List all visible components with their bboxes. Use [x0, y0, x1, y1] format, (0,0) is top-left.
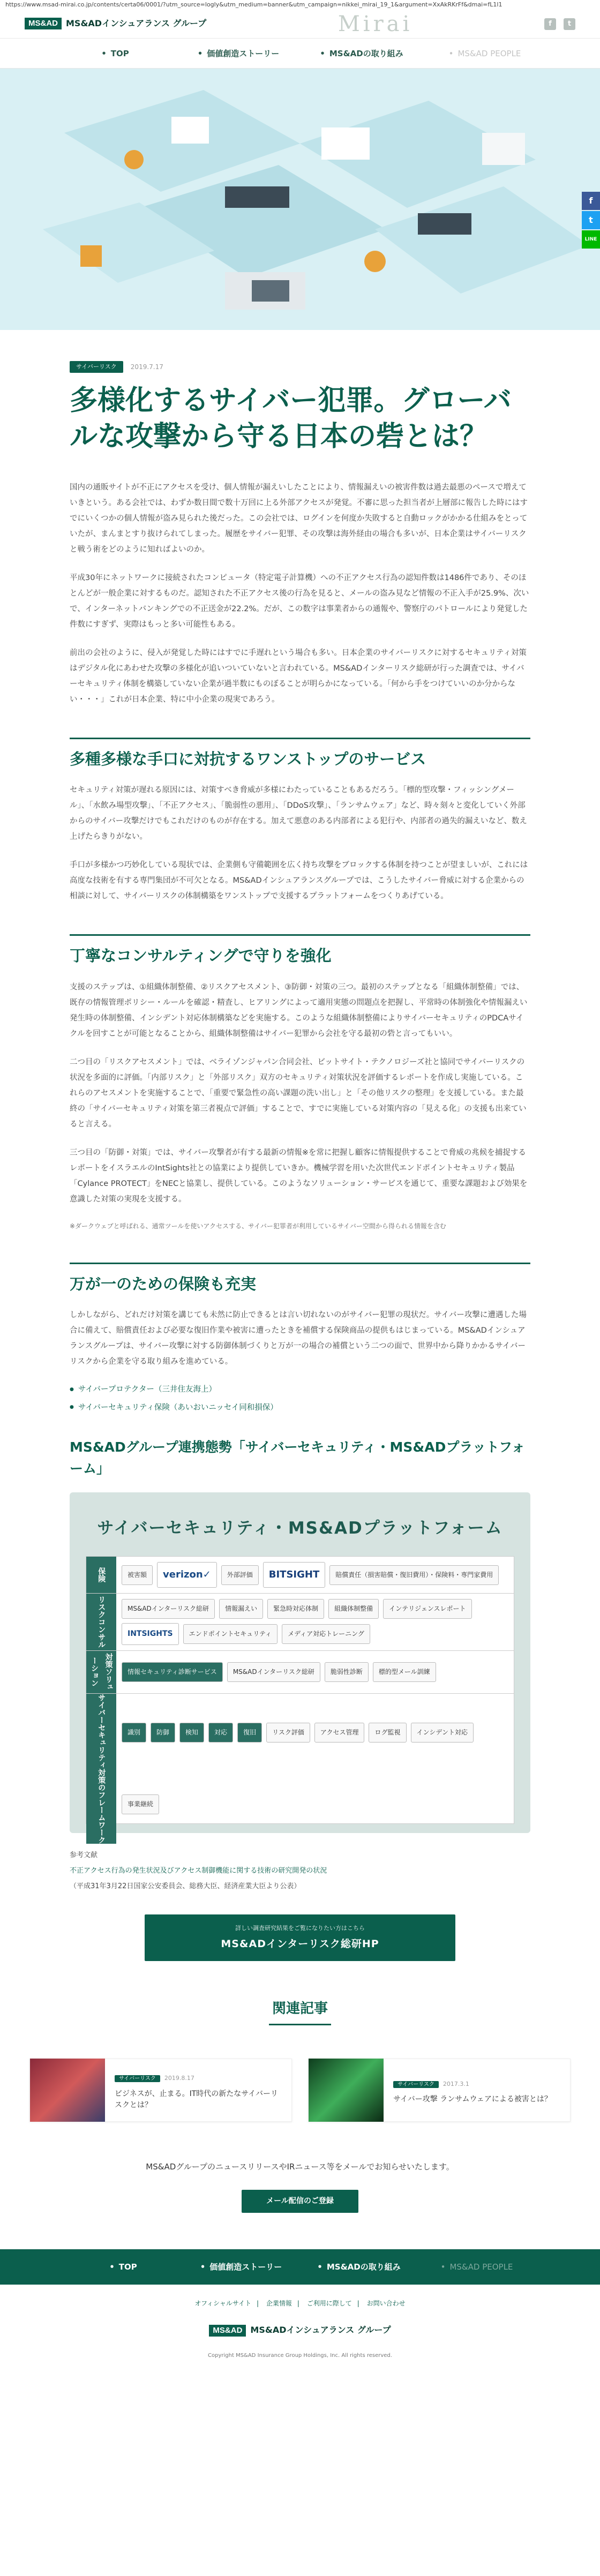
cta-main: MS&ADインターリスク総研HP — [221, 1938, 379, 1950]
browser-url[interactable]: https://www.msad-mirai.co.jp/contents/certa06/0001/?utm_source=logly&utm_medium=banner&utm_campaign=nikkei_mirai_19_1&argument=XxAkRKrFf&dmai=fL1l1 — [0, 0, 600, 10]
main-nav — [0, 39, 600, 69]
line-share-icon[interactable]: LINE — [582, 230, 600, 249]
nav-people[interactable]: • MS&AD PEOPLE — [423, 39, 546, 68]
diagram-box: MS&ADインターリスク総研 — [227, 1662, 320, 1682]
related-articles — [0, 1999, 600, 2122]
card-thumbnail — [30, 2059, 105, 2122]
diagram-box: 検知 — [179, 1723, 204, 1743]
nav-initiatives[interactable]: • MS&ADの取り組み — [300, 39, 423, 68]
diagram-box: 事業継続 — [122, 1794, 159, 1814]
section-paragraph: セキュリティ対策が遅れる原因には、対策すべき脅威が多様にわたっていることもあるだろう。「標的型攻撃・フィッシングメール」、「水飲み場型攻撃」、「不正アクセス」、「脆弱性の悪用」、「DDoS攻撃」、「ランサムウェア」など、時々刻々と変化していく外部からのサイバー攻撃だけでもこれだけのものが存在する。加えて悪意のある内部者による犯行や、内部者の過失的漏えいなど、数え上げたらきりがない。 — [70, 786, 527, 842]
newsletter — [0, 2159, 600, 2212]
footer-link[interactable]: オフィシャルサイト — [194, 2299, 251, 2307]
side-share — [582, 192, 600, 249]
cta-sub: 詳しい調査研究結果をご覧になりたい方はこちら — [235, 1925, 365, 1932]
footer-link[interactable]: お問い合わせ — [366, 2299, 406, 2307]
footer-link[interactable]: 企業情報 — [266, 2299, 292, 2307]
related-heading: 関連記事 — [269, 1999, 331, 2025]
logo-text: MS&ADインシュアランス グループ — [66, 18, 207, 29]
diagram-box: 緊急時対応体制 — [267, 1599, 324, 1619]
reference-source: （平成31年3月22日国家公安委員会、総務大臣、経済産業大臣より公表） — [70, 1882, 301, 1890]
intro-paragraph: 平成30年にネットワークに接続されたコンピュータ（特定電子計算機）への不正アクセス行為の認知件数は1486件であり、そのほとんどが一般企業に対するものだ。認知された不正アクセス後の行為を見ると、メールの盗み見など情報の不正入手が25.9%、次いで、インターネットバンキングでの不正送金が22.2%。だが、この数字は事業者からの通報や、警察庁のパトロールにより発覚した件数にすぎず、実際はもっと多い可能性もある。 — [70, 573, 529, 629]
newsletter-button[interactable]: メール配信のご登録 — [242, 2190, 358, 2213]
diagram-box: 賠償責任（損害賠償・復旧費用）・保険料・専門家費用 — [329, 1565, 499, 1585]
interrisk-cta-button[interactable] — [145, 1914, 455, 1961]
diagram-box: 復旧 — [237, 1723, 262, 1743]
article — [70, 361, 530, 1961]
diagram-box: 標的型メール訓練 — [373, 1662, 436, 1682]
nav-top[interactable]: • TOP — [54, 39, 177, 68]
footer-logo[interactable] — [0, 2322, 600, 2338]
diagram-box: ログ監視 — [369, 1723, 406, 1743]
logo-text: MS&ADインシュアランス グループ — [250, 2325, 391, 2335]
footnote: ※ダークウェブと呼ばれる、通常ツールを使いアクセスする、サイバー犯罪者が利用しているサイバー空間から得られる情報を含む — [70, 1222, 446, 1230]
related-card[interactable] — [29, 2059, 292, 2122]
diagram-box: エンドポイントセキュリティ — [183, 1624, 278, 1644]
logo-mark: MS&AD — [209, 2325, 246, 2337]
article-date: 2019.7.17 — [130, 363, 163, 371]
diagram-box: 脆弱性診断 — [325, 1662, 369, 1682]
bitsight-logo: BITSIGHT — [263, 1562, 325, 1588]
card-title: ビジネスが、止まる。IT時代の新たなサイバーリスクとは？ — [115, 2089, 278, 2109]
footer-nav-story[interactable]: • 価値創造ストーリー — [182, 2249, 300, 2285]
row-label: 保険 — [86, 1557, 116, 1593]
diagram-title: サイバーセキュリティ・MS&ADプラットフォーム — [97, 1519, 503, 1538]
article-meta — [70, 361, 530, 373]
nav-story[interactable]: • 価値創造ストーリー — [177, 39, 300, 68]
section-heading: 多種多様な手口に対抗するワンストップのサービス — [70, 738, 530, 771]
section-heading: 万が一のための保険も充実 — [70, 1263, 530, 1296]
diagram-box: 防御 — [151, 1723, 175, 1743]
related-card[interactable] — [308, 2059, 571, 2122]
platform-table — [86, 1556, 514, 1844]
footer-nav — [0, 2249, 600, 2285]
footer-links: オフィシャルサイト | 企業情報 | ご利用に際して | お問い合わせ — [194, 2299, 406, 2307]
footer-link[interactable]: ご利用に際して — [306, 2299, 352, 2307]
platform-heading: MS&ADグループ連携態勢「サイバーセキュリティ・MS&ADプラットフォーム」 — [70, 1439, 525, 1477]
logo-mark: MS&AD — [25, 18, 62, 29]
newsletter-text: MS&ADグループのニュースリリースやIRニュース等をメールでお知らせいたします。 — [146, 2162, 454, 2172]
diagram-box: 情報漏えい — [219, 1599, 263, 1619]
row-insurance — [86, 1557, 514, 1594]
diagram-box: 対応 — [208, 1723, 233, 1743]
intro-paragraph: 前出の会社のように、侵入が発覚した時にはすでに手遅れという場合も多い。日本企業のサイバーリスクに対するセキュリティ対策はデジタル化にあわせた攻撃の多様化が追いついていないと言われている。MS&ADインターリスク総研が行った調査では、サイバーセキュリティ体制を構築していない企業が過半数にものぼることが明らかになっている。「何から手をつけていいのか分からない・・・」これが日本企業、特に中小企業の現実であろう。 — [70, 648, 527, 704]
header-social — [544, 18, 575, 30]
intsights-logo: INTSIGHTS — [122, 1623, 179, 1645]
platform-diagram — [70, 1492, 530, 1844]
facebook-share-icon[interactable]: f — [582, 192, 600, 210]
references-label: 参考文献 — [70, 1851, 98, 1860]
reference-link[interactable]: 不正アクセス行為の発生状況及びアクセス制御機能に関する技術の研究開発の状況 — [70, 1867, 327, 1875]
verizon-logo: verizon✓ — [157, 1562, 217, 1588]
facebook-icon[interactable]: f — [544, 18, 556, 30]
row-framework — [86, 1694, 514, 1844]
section-paragraph: しかしながら、どれだけ対策を講じても未然に防止できるとは言い切れないのがサイバー犯罪の現状だ。サイバー攻撃に遭遇した場合に備えて、賠償責任および必要な復旧作業や被害に遭ったときを補償する保険商品の提供もはじまっている。MS&ADインシュアランスグループは、サイバー攻撃に対する防御体制づくりと万が一の場合の補償という二つの面で、世界中から降りかかるサイバーリスクから企業を守る取り組みを進めている。 — [70, 1311, 527, 1366]
twitter-share-icon[interactable]: t — [582, 211, 600, 229]
group-logo[interactable] — [25, 16, 206, 32]
card-date: 2017.3.1 — [442, 2080, 469, 2087]
footer-nav-top[interactable]: • TOP — [64, 2249, 182, 2285]
diagram-box: メディア対応トレーニング — [282, 1624, 370, 1644]
insurance-link[interactable]: ● サイバーセキュリティ保険（あいおいニッセイ同和損保） — [70, 1401, 530, 1416]
diagram-box: アクセス管理 — [314, 1723, 365, 1743]
diagram-box: 外部評価 — [221, 1565, 259, 1585]
insurance-link[interactable]: ● サイバープロテクター（三井住友海上） — [70, 1383, 530, 1398]
card-title: サイバー攻撃 ランサムウェアによる被害とは？ — [393, 2095, 552, 2104]
copyright: Copyright MS&AD Insurance Group Holdings, Inc. All rights reserved. — [208, 2352, 392, 2359]
section-paragraph: 手口が多様かつ巧妙化している現状では、企業側も守備範囲を広く持ち攻撃をブロックする体制を持つことが望ましいが、これには高度な技術を有する専門集団が不可欠となる。MS&ADインシュアランスグループでは、こうしたサイバー脅威に対する企業からの相談に対して、サイバーリスクの体制構築をワンストップで支援するプラットフォームをつくりあげている。 — [70, 861, 528, 901]
section-paragraph: 三つ目の「防御・対策」では、サイバー攻撃者が有する最新の情報※を常に把握し顧客に情報提供することで脅威の兆候を捕捉するレポートをイスラエルのIntSights社との協業により提供していきか。機械学習を用いた次世代エンドポイントセキュリティ製品「Cylance PROTECT」をNECと協業し、提供している。このようなソリューション・サービスを通じて、重要な課題および効果を意識した対策の実現を支援する。 — [70, 1148, 528, 1204]
site-header — [0, 10, 600, 39]
section-heading: 丁寧なコンサルティングで守りを強化 — [70, 934, 530, 968]
card-date: 2019.8.17 — [164, 2075, 194, 2082]
section-paragraph: 二つ目の「リスクアセスメント」では、ベライゾンジャパン合同会社、ビットサイト・テクノロジーズ社と協同でサイバーリスクの状況を多面的に評価。「内部リスク」と「外部リスク」双方のセキュリティ対策状況を評価するレポートを作成し実施している。これらのアセスメントを実施することで、「重要で緊急性の高い課題の洗い出し」と「その他リスクの整理」を支援している。また最終の「サイバーセキュリティ対策を第三者視点で評価」することで、すでに実施している対策内容の「見える化」の支援も出来ていると言える。 — [70, 1057, 527, 1129]
card-thumbnail — [309, 2059, 384, 2122]
row-label: 対策ソリューション — [86, 1651, 116, 1693]
diagram-box: 組織体制整備 — [328, 1599, 379, 1619]
row-solutions — [86, 1651, 514, 1694]
diagram-box: 識別 — [122, 1723, 146, 1743]
site-name: Mirai — [338, 11, 413, 36]
hero-illustration — [0, 69, 600, 330]
twitter-icon[interactable]: t — [564, 18, 575, 30]
footer-nav-initiatives[interactable]: • MS&ADの取り組み — [300, 2249, 418, 2285]
category-badge: サイバーリスク — [115, 2075, 160, 2082]
diagram-box: インシデント対応 — [411, 1723, 474, 1743]
diagram-box: リスク評価 — [266, 1723, 310, 1743]
diagram-box: 情報セキュリティ診断サービス — [122, 1662, 223, 1682]
intro-paragraph: 国内の通販サイトが不正にアクセスを受け、個人情報が漏えいしたことにより、情報漏えいの被害件数は過去最悪のペースで増えていきという。ある会社では、わずか数日間で数十万回に上る外部アクセスが発覚。不審に思った担当者が上層部に報告した時にはすでにいくつかの個人情報が盗み見られた後だった。この会社では、ログインを何度か失敗すると自動ロックがかかる仕組みをとっていたが、まんまとすり抜けられてしまった。履歴をサイバー犯罪、その攻撃は海外経由の場合も多いが、日本企業はサイバーリスクと戦う術をどのように知ればよいのか。 — [70, 483, 528, 554]
diagram-box: 被害額 — [122, 1565, 153, 1585]
row-risk-consulting — [86, 1594, 514, 1650]
insurance-links — [70, 1383, 530, 1415]
section-paragraph: 支援のステップは、①組織体制整備、②リスクアセスメント、③防御・対策の三つ。最初のステップとなる「組織体制整備」では、既存の情報管理ポリシー・ルールを確認・精査し、ヒアリングによって適用実態の問題点を把握し、平常時の体制強化や情報漏えい発生時の体制整備、インシデント対応体制構築などを実施する。このような組織体制整備によりサイバーセキュリティのPDCAサイクルを回すことが可能となることから、組織体制整備はサイバー犯罪から会社を守る最初の砦と言ってもいい。 — [70, 982, 528, 1038]
footer-nav-people[interactable]: • MS&AD PEOPLE — [418, 2249, 536, 2285]
row-label: リスクコンサル — [86, 1594, 116, 1650]
factory-illustration — [0, 69, 600, 330]
category-badge[interactable]: サイバーリスク — [70, 361, 123, 373]
category-badge: サイバーリスク — [393, 2081, 439, 2088]
row-label: サイバーセキュリティ対策のフレームワーク — [86, 1694, 116, 1844]
diagram-box: インテリジェンスレポート — [383, 1599, 471, 1619]
article-title: 多様化するサイバー犯罪。グローバルな攻撃から守る日本の砦とは？ — [70, 384, 512, 453]
diagram-box: MS&ADインターリスク総研 — [122, 1599, 215, 1619]
references — [70, 1849, 530, 1893]
